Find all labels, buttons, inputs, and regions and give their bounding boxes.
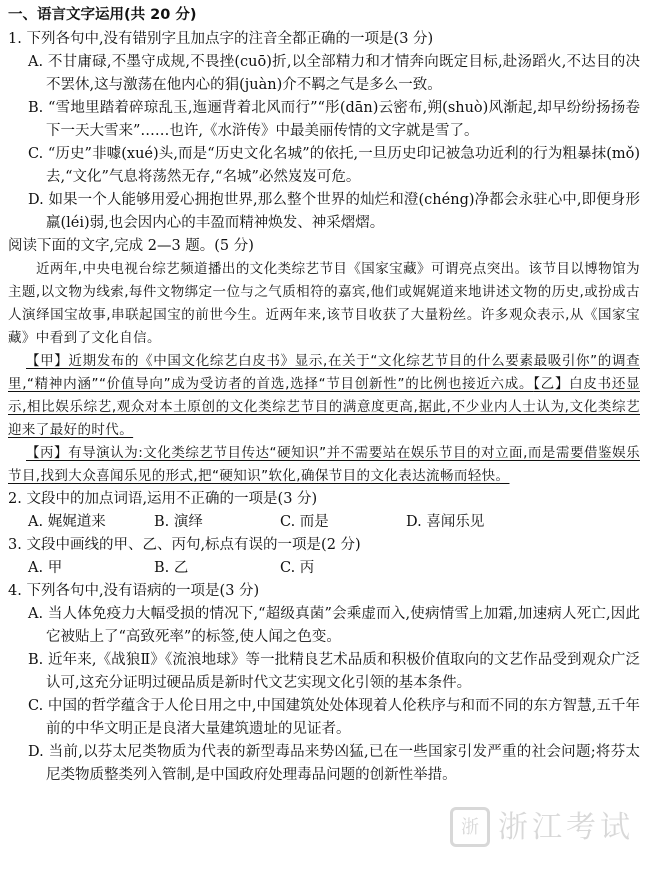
watermark-text: 浙江考试 bbox=[498, 809, 634, 845]
question-3 bbox=[8, 534, 640, 580]
question-3-options bbox=[8, 557, 640, 580]
question-2-stem: 2. 文段中的加点词语,运用不正确的一项是(3 分) bbox=[8, 491, 318, 507]
question-2-option-b: B. 演绎 bbox=[154, 514, 203, 530]
question-3-option-b: B. 乙 bbox=[154, 560, 189, 576]
question-3-option-c: C. 丙 bbox=[280, 560, 315, 576]
question-2-option-d: D. 喜闻乐见 bbox=[406, 514, 485, 530]
question-2-option-a: A. 娓娓道来 bbox=[28, 514, 106, 530]
question-2-option-c: C. 而是 bbox=[280, 514, 329, 530]
question-1-option-d: D. 如果一个人能够用爱心拥抱世界,那么整个世界的灿烂和澄(chéng)净都会永驻心中,即便身形羸(léi)弱,也会因内心的丰盈而精神焕发、神采熠熠。 bbox=[28, 192, 640, 231]
question-3-stem: 3. 文段中画线的甲、乙、丙句,标点有误的一项是(2 分) bbox=[8, 537, 361, 553]
passage-paragraph-2 bbox=[8, 350, 640, 442]
question-2-options bbox=[8, 511, 640, 534]
question-1-option-c: C. “历史”非噱(xué)头,而是“历史文化名城”的依托,一旦历史印记被急功近利的行为粗暴抹(mǒ)去,“文化”气息将荡然无存,“名城”必然岌岌可危。 bbox=[28, 146, 640, 185]
question-4-option-b: B. 近年来,《战狼Ⅱ》《流浪地球》等一批精良艺术品质和积极价值取向的文艺作品受到观众广泛认可,这充分证明过硬品质是新时代文艺实现文化引领的基本条件。 bbox=[28, 652, 640, 691]
question-4-stem: 4. 下列各句中,没有语病的一项是(3 分) bbox=[8, 583, 260, 599]
question-1-stem: 1. 下列各句中,没有错别字且加点字的注音全都正确的一项是(3 分) bbox=[8, 31, 434, 47]
question-1-option-b: B. “雪地里踏着碎琼乱玉,迤逦背着北风而行”“彤(dān)云密布,朔(shuò)风渐起,却早纷纷扬扬卷下一天大雪来”……也许,《水浒传》中最美丽传情的文字就是雪了。 bbox=[28, 100, 640, 139]
question-1 bbox=[8, 28, 640, 235]
sentence-bing: 【丙】有导演认为:文化类综艺节目传达“硬知识”并不需要站在娱乐节目的对立面,而是需要借鉴娱乐节目,找到大众喜闻乐见的形式,把“硬知识”软化,确保节目的文化表达流畅而轻快。 bbox=[8, 445, 640, 484]
section-title: 一、语言文字运用(共 20 分) bbox=[8, 7, 197, 23]
passage-paragraph-1: 近两年,中央电视台综艺频道播出的文化类综艺节目《国家宝藏》可谓亮点突出。该节目以博物馆为主题,以文物为线索,每件文物绑定一位与之气质相符的嘉宾,他们或娓娓道来地讲述文物的历史,或扮成古人演绎国宝故事,串联起国宝的前世今生。近两年来,该节目收获了大量粉丝。许多观众表示,从《国家宝藏》中看到了文化自信。 bbox=[8, 261, 640, 346]
sentence-yi: 【乙】白皮书还显示,相比娱乐综艺,观众对本土原创的文化类综艺节目的满意度更高,据此,不少业内人士认为,文化类综艺迎来了最好的时代。 bbox=[8, 376, 640, 438]
question-4 bbox=[8, 580, 640, 787]
exam-page bbox=[8, 4, 640, 787]
watermark bbox=[450, 807, 634, 847]
question-3-option-a: A. 甲 bbox=[28, 560, 63, 576]
question-1-option-a: A. 不甘庸碌,不墨守成规,不畏挫(cuō)折,以全部精力和才情奔向既定目标,赴汤蹈火,不达目的决不罢休,这与激荡在他内心的狷(juàn)介不羁之气是多么一致。 bbox=[28, 54, 640, 93]
watermark-logo-icon: 浙 bbox=[450, 807, 490, 847]
sentence-jia: 【甲】近期发布的《中国文化综艺白皮书》显示,在关于“文化综艺节目的什么要素最吸引你”的调查里,“精神内涵”“价值导向”成为受访者的首选,选择“节目创新性”的比例也接近六成。 bbox=[8, 353, 640, 392]
question-4-option-c: C. 中国的哲学蕴含于人伦日用之中,中国建筑处处体现着人伦秩序与和而不同的东方智慧,五千年前的中华文明正是良渚大量建筑遗址的见证者。 bbox=[28, 698, 640, 737]
question-4-option-a: A. 当人体免疫力大幅受损的情况下,“超级真菌”会乘虚而入,使病情雪上加霜,加速病人死亡,因此它被贴上了“高致死率”的标签,使人闻之色变。 bbox=[28, 606, 640, 645]
question-4-option-d: D. 当前,以芬太尼类物质为代表的新型毒品来势凶猛,已在一些国家引发严重的社会问题;将芬太尼类物质整类列入管制,是中国政府处理毒品问题的创新性举措。 bbox=[28, 744, 640, 783]
question-2 bbox=[8, 488, 640, 534]
passage-paragraph-3 bbox=[8, 442, 640, 488]
reading-instruction: 阅读下面的文字,完成 2—3 题。(5 分) bbox=[8, 238, 254, 254]
